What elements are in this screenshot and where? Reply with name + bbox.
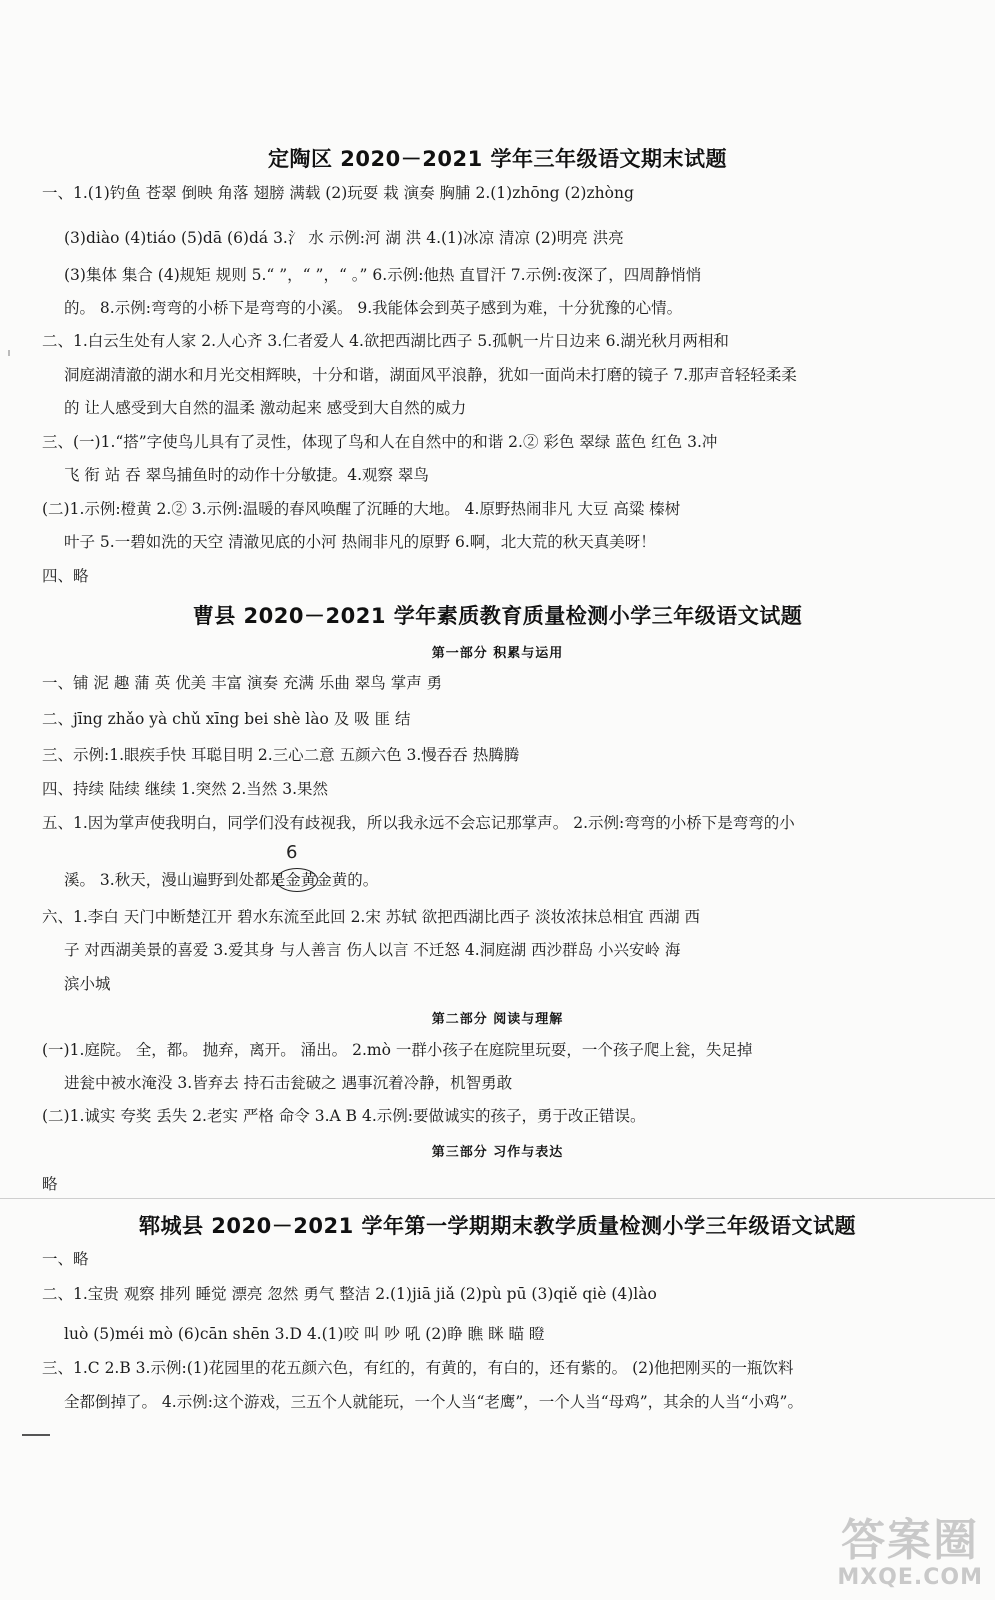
watermark-url: MXQE.COM bbox=[837, 1565, 983, 1590]
answer-line: 溪。 3.秋天，漫山遍野到处都是金黄金黄的。 bbox=[64, 871, 379, 889]
answer-line: 四、持续 陆续 继续 1.突然 2.当然 3.果然 bbox=[42, 780, 329, 798]
answer-line: 全都倒掉了。 4.示例:这个游戏，三五个人就能玩，一个人当“老鹰”，一个人当“母鸡”，其余的人当“小鸡”。 bbox=[64, 1393, 803, 1411]
answer-line: 四、略 bbox=[42, 567, 89, 585]
answer-line: (一)1.庭院。 全，都。 抛弃，离开。 涌出。 2.mò 一群小孩子在庭院里玩耍，一个孩子爬上瓮，失足掉 bbox=[42, 1041, 753, 1059]
part-title: 第三部分 习作与表达 bbox=[431, 1145, 564, 1160]
divider bbox=[0, 1198, 995, 1199]
part-title: 第二部分 阅读与理解 bbox=[431, 1012, 564, 1027]
correction-mark: 6 bbox=[286, 842, 298, 863]
answer-line: 的 让人感受到大自然的温柔 激动起来 感受到大自然的威力 bbox=[64, 399, 467, 417]
answer-line: 滨小城 bbox=[64, 975, 111, 993]
answer-line: (二)1.诚实 夸奖 丢失 2.老实 严格 命令 3.A B 4.示例:要做诚实的孩子，勇于改正错误。 bbox=[42, 1107, 646, 1125]
section-title-yuncheng: 郓城县 2020－2021 学年第一学期期末教学质量检测小学三年级语文试题 bbox=[138, 1214, 856, 1238]
answer-line: 三、示例:1.眼疾手快 耳聪目明 2.三心二意 五颜六色 3.慢吞吞 热腾腾 bbox=[42, 746, 520, 764]
answer-line: 六、1.李白 天门中断楚江开 碧水东流至此回 2.宋 苏轼 欲把西湖比西子 淡妆浓抹总相宜 西湖 西 bbox=[42, 908, 700, 926]
answer-line: 一、铺 泥 趣 蒲 英 优美 丰富 演奏 充满 乐曲 翠鸟 掌声 勇 bbox=[42, 674, 443, 692]
answer-line: 二、1.宝贵 观察 排列 睡觉 漂亮 忽然 勇气 整洁 2.(1)jiā jiǎ (2)pù pū (3)qiě qiè (4)lào bbox=[42, 1285, 657, 1303]
margin-mark bbox=[22, 1434, 50, 1436]
section-title-caoxian: 曹县 2020－2021 学年素质教育质量检测小学三年级语文试题 bbox=[192, 604, 803, 628]
answer-line: (二)1.示例:橙黄 2.② 3.示例:温暖的春风唤醒了沉睡的大地。 4.原野热闹非凡 大豆 高粱 榛树 bbox=[42, 500, 681, 518]
answer-line: 进瓮中被水淹没 3.皆弃去 持石击瓮破之 遇事沉着冷静，机智勇敢 bbox=[64, 1074, 513, 1092]
section-title-dingtao: 定陶区 2020－2021 学年三年级语文期末试题 bbox=[267, 147, 727, 171]
correction-circle bbox=[276, 868, 318, 892]
part-title: 第一部分 积累与运用 bbox=[431, 646, 564, 661]
answer-line: 的。 8.示例:弯弯的小桥下是弯弯的小溪。 9.我能体会到英子感到为难，十分犹豫的心情。 bbox=[64, 299, 683, 317]
scan-speck bbox=[8, 350, 10, 356]
answer-line: 叶子 5.一碧如洗的天空 清澈见底的小河 热闹非凡的原野 6.啊，北大荒的秋天真美呀！ bbox=[64, 533, 656, 551]
answer-line: 二、jīng zhǎo yà chǔ xīng bei shè lào 及 吸 匪 结 bbox=[42, 710, 411, 728]
answer-line: 三、(一)1.“搭”字使鸟儿具有了灵性，体现了鸟和人在自然中的和谐 2.② 彩色 翠绿 蓝色 红色 3.冲 bbox=[42, 433, 718, 451]
answer-line: 三、1.C 2.B 3.示例:(1)花园里的花五颜六色，有红的，有黄的，有白的，还有紫的。 (2)他把刚买的一瓶饮料 bbox=[42, 1359, 794, 1377]
watermark-logo bbox=[837, 1517, 983, 1590]
answer-line: (3)diào (4)tiáo (5)dā (6)dá 3.氵 水 示例:河 湖 洪 4.(1)冰凉 清凉 (2)明亮 洪亮 bbox=[64, 229, 624, 247]
answer-line: 子 对西湖美景的喜爱 3.爱其身 与人善言 伤人以言 不迁怒 4.洞庭湖 西沙群岛 小兴安岭 海 bbox=[64, 941, 681, 959]
watermark-text: 答案圈 bbox=[841, 1515, 980, 1566]
answer-line: 一、略 bbox=[42, 1250, 89, 1268]
answer-line: 洞庭湖清澈的湖水和月光交相辉映，十分和谐，湖面风平浪静，犹如一面尚未打磨的镜子 7.那声音轻轻柔柔 bbox=[64, 366, 797, 384]
answer-line: 飞 衔 站 吞 翠鸟捕鱼时的动作十分敏捷。4.观察 翠鸟 bbox=[64, 466, 429, 484]
answer-line: 一、1.(1)钓鱼 苍翠 倒映 角落 翅膀 满载 (2)玩耍 栽 演奏 胸脯 2.(1)zhōng (2)zhòng bbox=[42, 184, 634, 202]
answer-line: 二、1.白云生处有人家 2.人心齐 3.仁者爱人 4.欲把西湖比西子 5.孤帆一片日边来 6.湖光秋月两相和 bbox=[42, 332, 729, 350]
answer-line: luò (5)méi mò (6)cān shēn 3.D 4.(1)咬 叫 吵 吼 (2)睁 瞧 眯 瞄 瞪 bbox=[64, 1325, 545, 1343]
answer-line: 五、1.因为掌声使我明白，同学们没有歧视我，所以我永远不会忘记那掌声。 2.示例:弯弯的小桥下是弯弯的小 bbox=[42, 814, 795, 832]
answer-line: (3)集体 集合 (4)规矩 规则 5.“ ”，“ ”，“ 。” 6.示例:他热 直冒汗 7.示例:夜深了，四周静悄悄 bbox=[64, 266, 702, 284]
answer-line: 略 bbox=[42, 1175, 58, 1193]
